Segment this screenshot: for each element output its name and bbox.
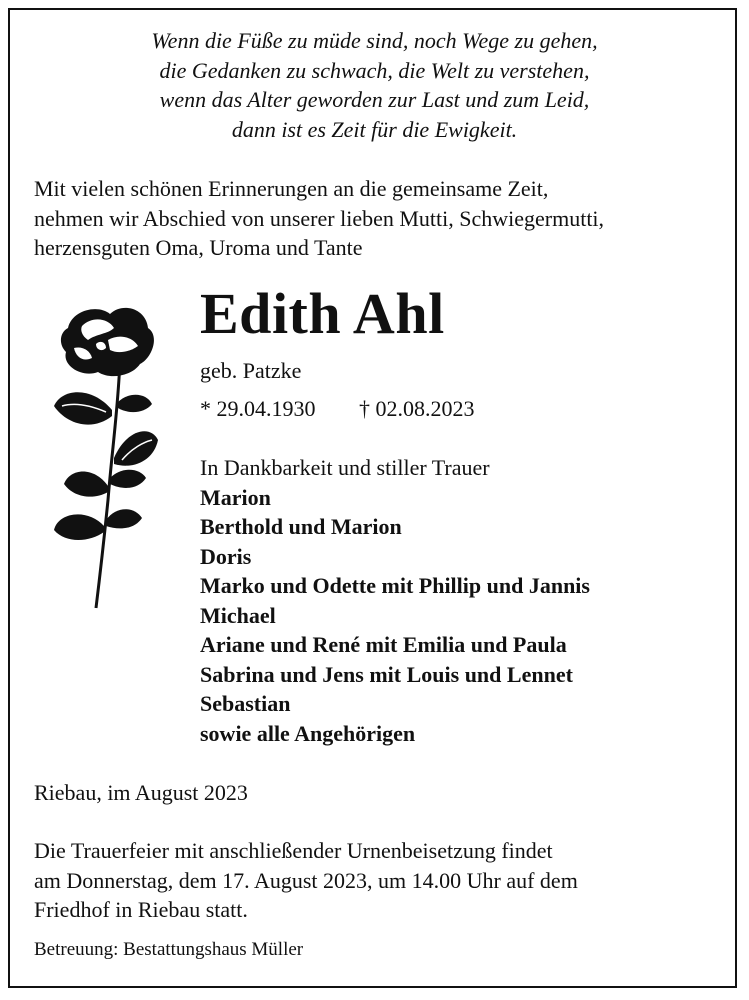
mourner-name: Berthold und Marion (200, 514, 402, 539)
poem (0, 26, 749, 144)
poem-line: die Gedanken zu schwach, die Welt zu verstehen, (159, 57, 590, 83)
ceremony-line: Die Trauerfeier mit anschließender Urnenbeisetzung findet (34, 838, 553, 863)
funeral-home: Betreuung: Bestattungshaus Müller (34, 939, 304, 960)
mourner-name: Sabrina und Jens mit Louis und Lennet (200, 661, 573, 687)
mourners-heading: In Dankbarkeit und stiller Trauer (200, 455, 490, 480)
rose-icon (48, 300, 160, 610)
birth-date: * 29.04.1930 (200, 396, 316, 421)
mourners-list (200, 453, 590, 748)
mourner-name: Marion (200, 484, 271, 510)
intro-line: Mit vielen schönen Erinnerungen an die gemeinsame Zeit, (34, 176, 549, 201)
ceremony-text (34, 836, 578, 925)
place-date: Riebau, im August 2023 (34, 780, 248, 805)
ceremony-line: am Donnerstag, dem 17. August 2023, um 14.00 Uhr auf dem (34, 867, 578, 893)
intro-line: herzensguten Oma, Uroma und Tante (34, 235, 363, 260)
poem-line: Wenn die Füße zu müde sind, noch Wege zu gehen, (151, 28, 598, 53)
ceremony-line: Friedhof in Riebau statt. (34, 897, 248, 922)
poem-line: dann ist es Zeit für die Ewigkeit. (231, 116, 518, 142)
mourner-name: Michael (200, 602, 276, 628)
mourner-name: Doris (200, 543, 252, 569)
mourner-name: Ariane und René mit Emilia und Paula (200, 632, 567, 657)
intro-line: nehmen wir Abschied von unserer lieben Mutti, Schwiegermutti, (34, 205, 605, 231)
mourner-name: sowie alle Angehörigen (200, 720, 416, 746)
poem-line: wenn das Alter geworden zur Last und zum Leid, (159, 87, 590, 112)
deceased-name: Edith Ahl (200, 281, 445, 346)
death-date: † 02.08.2023 (359, 396, 475, 421)
life-dates (200, 395, 475, 423)
mourner-name: Marko und Odette mit Phillip und Jannis (200, 573, 590, 598)
intro-text (34, 174, 734, 263)
birth-name: geb. Patzke (200, 358, 302, 383)
mourner-name: Sebastian (200, 691, 291, 716)
